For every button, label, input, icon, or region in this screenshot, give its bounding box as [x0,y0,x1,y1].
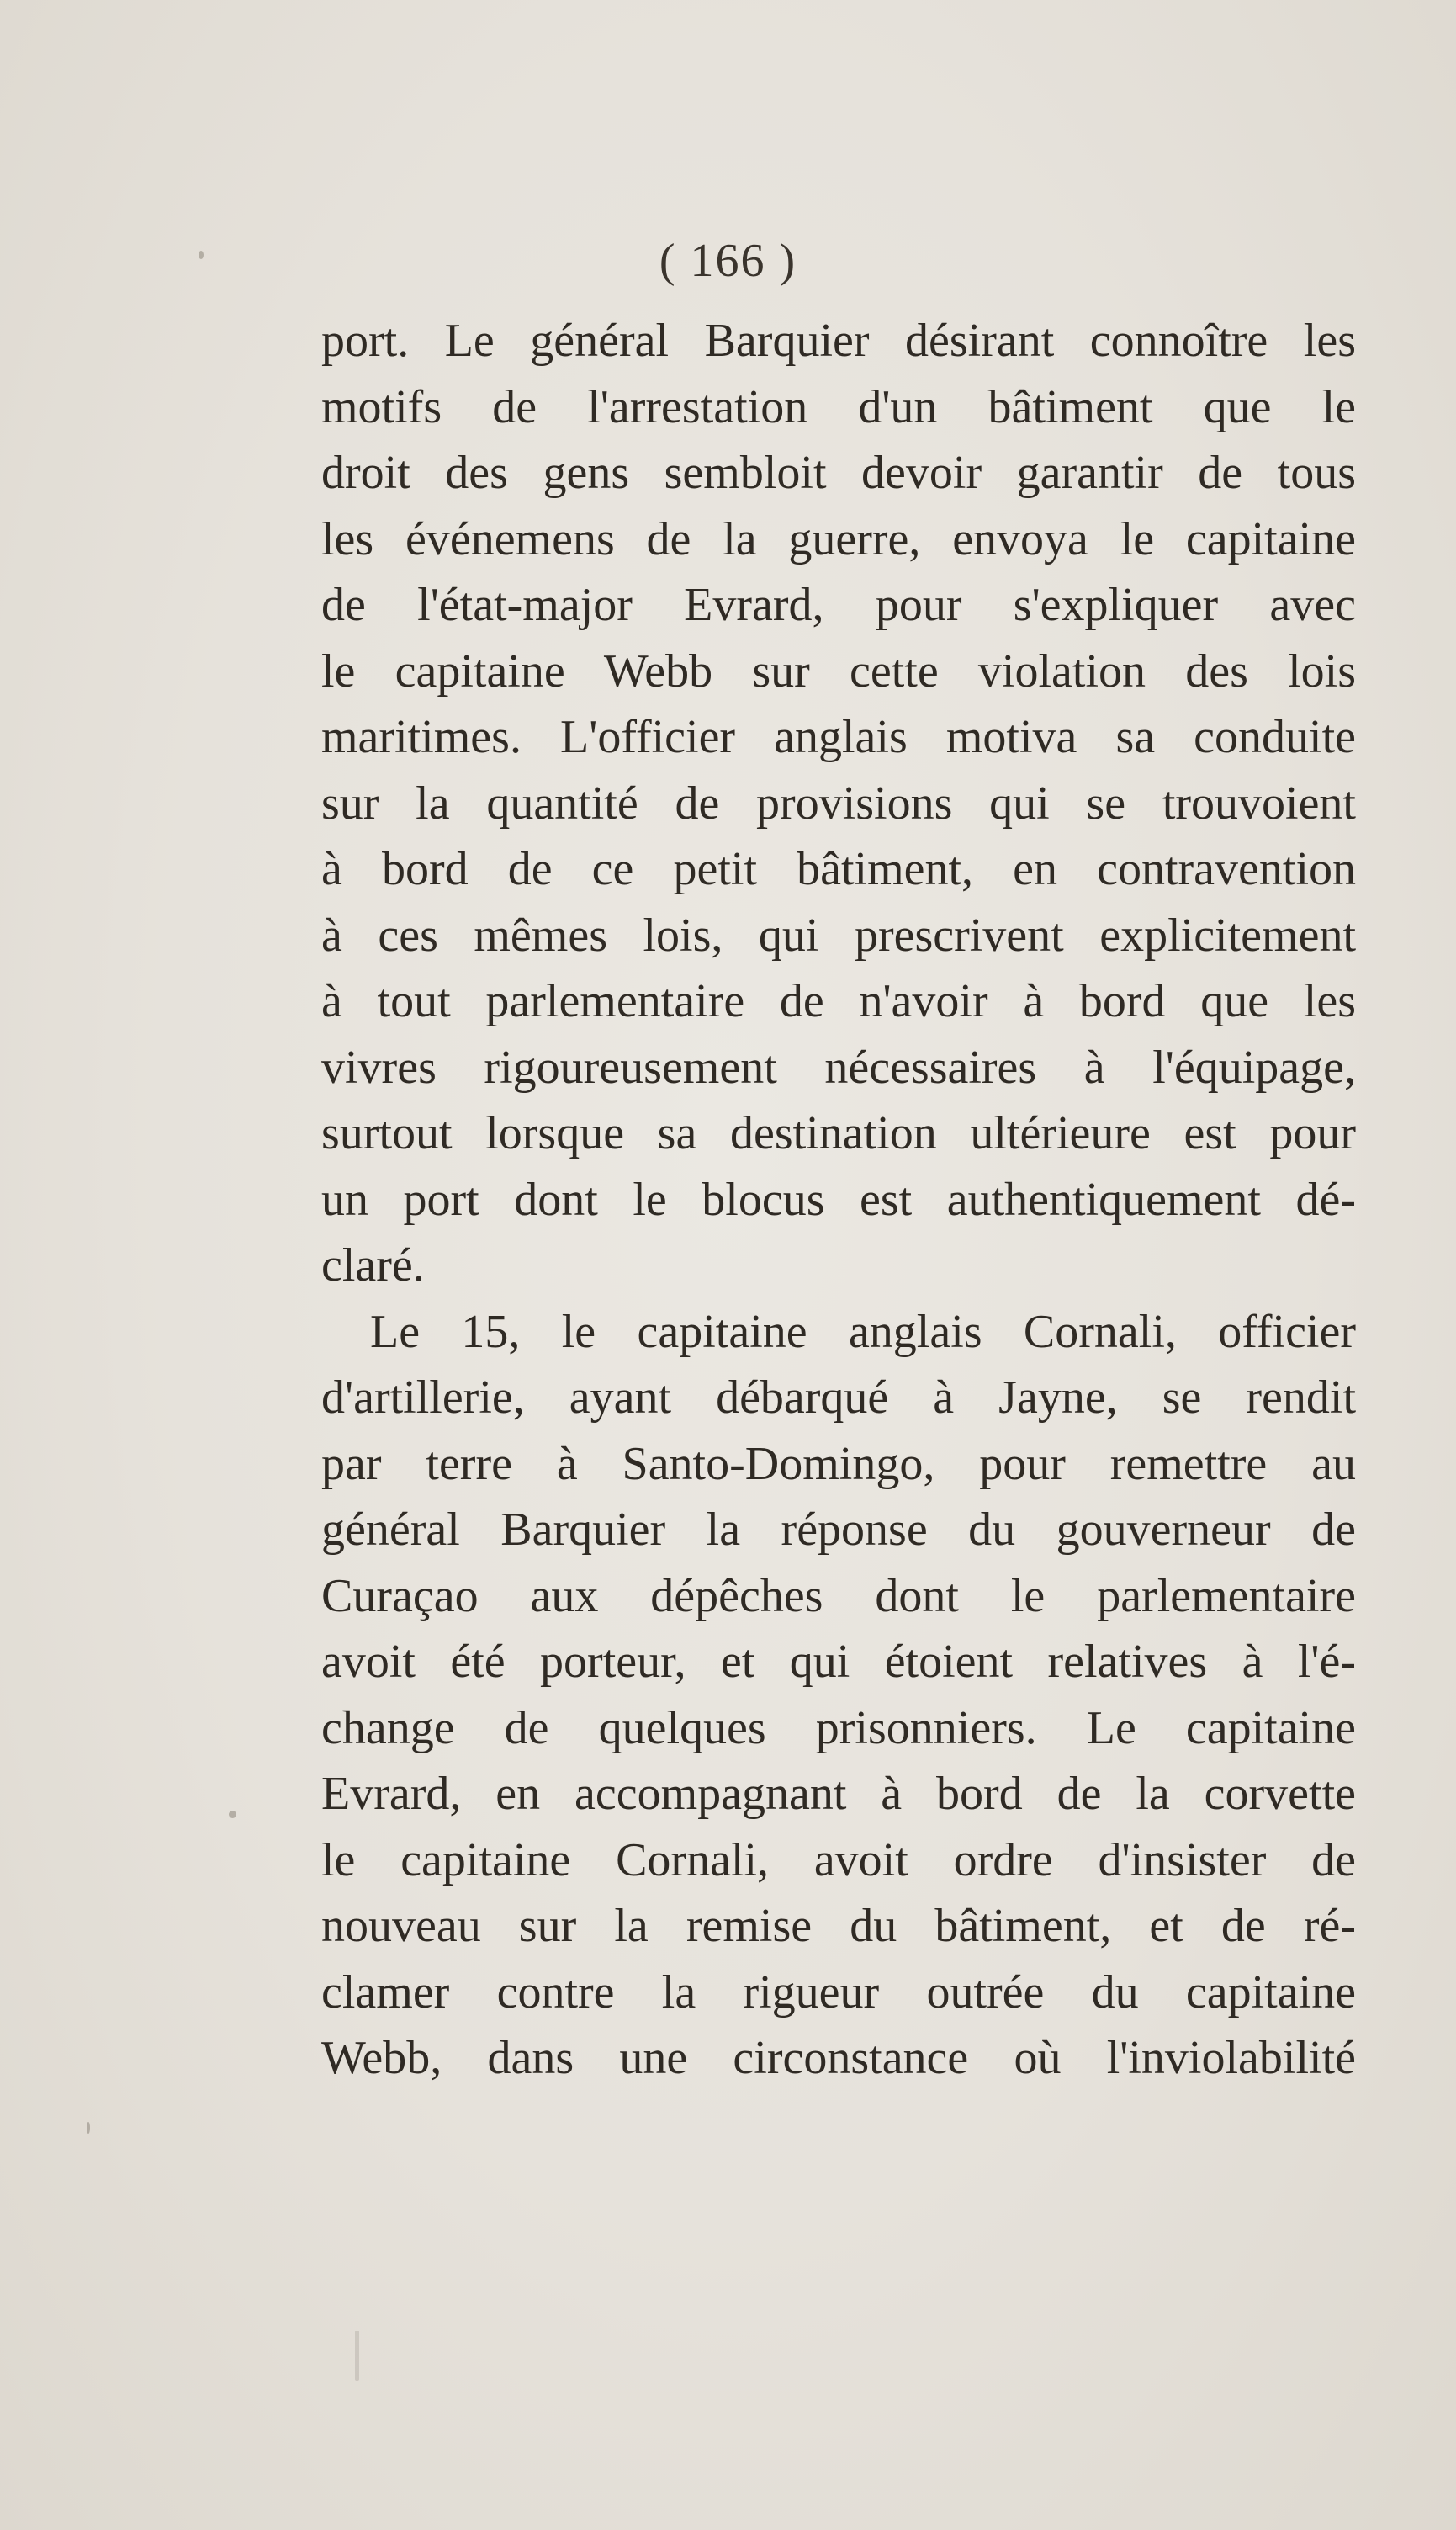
text-line: claré. [321,1239,425,1292]
text-line: d'artillerie, ayant débarqué à Jayne, se rendit [321,1371,1356,1424]
text-line: les événemens de la guerre, envoya le capitaine [321,512,1356,565]
text-line: vivres rigoureusement nécessaires à l'équipage, [321,1041,1356,1094]
text-line: clamer contre la rigueur outrée du capitaine [321,1965,1356,2018]
page-number: ( 166 ) [659,235,797,287]
text-line: surtout lorsque sa destination ultérieure est pour [321,1107,1356,1159]
text-line: à ces mêmes lois, qui prescrivent explicitement [321,909,1356,962]
text-line: à tout parlementaire de n'avoir à bord que les [321,975,1356,1027]
text-line: un port dont le blocus est authentiquement dé- [321,1173,1356,1226]
paper-speck [355,2331,359,2381]
text-line: motifs de l'arrestation d'un bâtiment que le [321,380,1356,433]
text-line: droit des gens sembloit devoir garantir de tous [321,447,1356,499]
text-line: le capitaine Webb sur cette violation des lois [321,644,1356,697]
text-line: Evrard, en accompagnant à bord de la corvette [321,1768,1356,1820]
text-line: Le 15, le capitaine anglais Cornali, officier [370,1305,1356,1358]
text-line: sur la quantité de provisions qui se trouvoient [321,777,1356,830]
text-line: Webb, dans une circonstance où l'inviolabilité [321,2032,1356,2084]
text-line: change de quelques prisonniers. Le capitaine [321,1701,1356,1754]
text-line: à bord de ce petit bâtiment, en contravention [321,843,1356,895]
text-line: par terre à Santo-Domingo, pour remettre au [321,1437,1356,1490]
body-text [321,308,1356,2092]
text-line: le capitaine Cornali, avoit ordre d'insister de [321,1833,1356,1886]
text-line: avoit été porteur, et qui étoient relatives à l'é- [321,1636,1356,1688]
text-line: port. Le général Barquier désirant connoître les [321,315,1356,367]
paper-speck [87,2122,90,2134]
paper-speck [229,1811,236,1818]
paper-speck [199,251,204,259]
text-line: général Barquier la réponse du gouverneur de [321,1504,1356,1556]
text-line: Curaçao aux dépêches dont le parlementaire [321,1569,1356,1622]
text-line: maritimes. L'officier anglais motiva sa conduite [321,711,1356,763]
text-line: nouveau sur la remise du bâtiment, et de ré- [321,1900,1356,1952]
text-line: de l'état-major Evrard, pour s'expliquer avec [321,579,1356,631]
